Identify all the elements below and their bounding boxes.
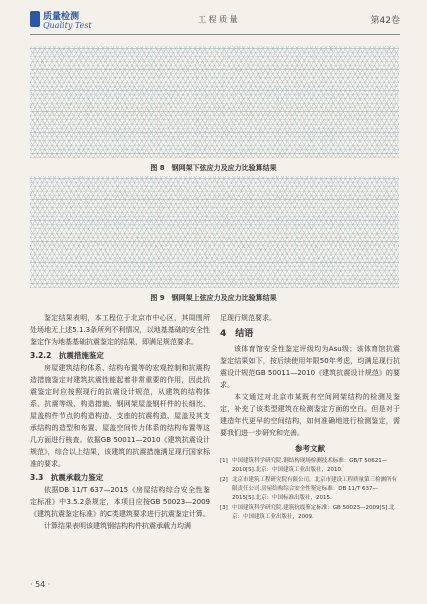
references-heading: 参考文献 (295, 444, 325, 453)
page-number: · 54 · (30, 580, 51, 589)
paragraph: 计算结果表明该建筑钢结构构件抗震承载力均满 (44, 522, 191, 530)
paragraph: 房屋建筑结构体系、结构布置等的宏观控制和抗震构造措施鉴定对建筑抗震性能起着非常重要的作用，因此抗震鉴定时应按照现行的抗震设计规范，从建筑的结构体系、抗震等级、构造措施、钢网架屋盖钢杆件的长细比、屋盖构件节点的构造构造、支座的抗震构造、屋盖及其支承结构的造型和布置、屋盖空间传力体系的结构布置等这几方面进行核查。依据GB 50011—2010《建筑抗震设计规范》，综合以上结果，该建筑的抗震措施满足现行国家标准的要求。 (30, 364, 210, 468)
page-header (30, 8, 400, 35)
figure-8-lower-chord-stress-plot (30, 46, 399, 158)
figure-9-caption: 图 9 钢网架上弦应力及应力比验算结果 (150, 294, 277, 302)
journal-section-name-en: Quality Test (43, 21, 92, 30)
reference-number: [1] (220, 458, 228, 464)
reference-number: [2] (220, 477, 228, 483)
reference-text: 中国建筑科学研究院.钢结构现场检测技术标准：GB/T 50621—2010[S].北京：中国建筑工业出版社，2010. (232, 458, 388, 473)
paragraph: 足现行规范要求。 (220, 314, 276, 322)
paragraph: 依据DB 11/T 637—2015《房屋结构综合安全性鉴定标准》中3.5.2条规定，本项目应按GB 50023—2009《建筑抗震鉴定标准》的C类建筑要求进行抗震鉴定计算。 (30, 486, 210, 518)
paragraph: 鉴定结果表明，本工程位于北京市中心区，其周围所处场地无上述5.1.3条所列不利情况，以地基基础的安全性鉴定作为地基基础抗震鉴定的结果，即满足规范要求。 (30, 314, 210, 346)
reference-text: 中国建筑科学研究院.建筑抗震鉴定标准：GB 50023—2009[S].北京：中国建筑工业出版社，2009. (232, 505, 395, 520)
figure-8-caption: 图 8 钢网架下弦应力及应力比验算结果 (150, 164, 277, 172)
reference-item (220, 457, 400, 475)
left-text-column (30, 312, 210, 532)
reference-item (220, 504, 400, 522)
right-text-column (220, 312, 400, 523)
figure-9-upper-chord-stress-plot (30, 176, 399, 288)
journal-title: 工 程 质 量 (198, 15, 238, 24)
reference-text: 北京市建筑工程研究院有限公司，北京市建设工程质量第三检测所有限责任公司.房屋结构综合安全性鉴定标准：DB 11/T 637—2015[S].北京：中国标准出版社，2015. (232, 477, 398, 501)
section-heading-3-3: 3.3 抗震承载力鉴定 (30, 473, 104, 482)
section-heading-4: 4 结语 (220, 329, 254, 339)
journal-logo-icon (30, 11, 40, 27)
section-heading-3-2-2: 3.2.2 抗震措施鉴定 (30, 351, 104, 360)
reference-item (220, 476, 400, 503)
journal-section-name: 质量检测 (43, 12, 80, 22)
paragraph: 该体育馆安全性鉴定评级均为Asu级；该体育馆抗震鉴定结果如下，按后续使用年限50年考虑，均满足现行抗震设计规范GB 50011—2010《建筑抗震设计规范》的要求。 (220, 345, 400, 389)
volume-number: 第42卷 (370, 16, 400, 26)
paragraph: 本文通过对北京市某既有空间网架结构的检测及鉴定，补充了该类型建筑在检测鉴定方面的空白。但是对于建造年代更早的空间结构，如何准确地进行检测鉴定，需要我们进一步研究和完善。 (220, 393, 400, 437)
reference-number: [3] (220, 505, 228, 511)
